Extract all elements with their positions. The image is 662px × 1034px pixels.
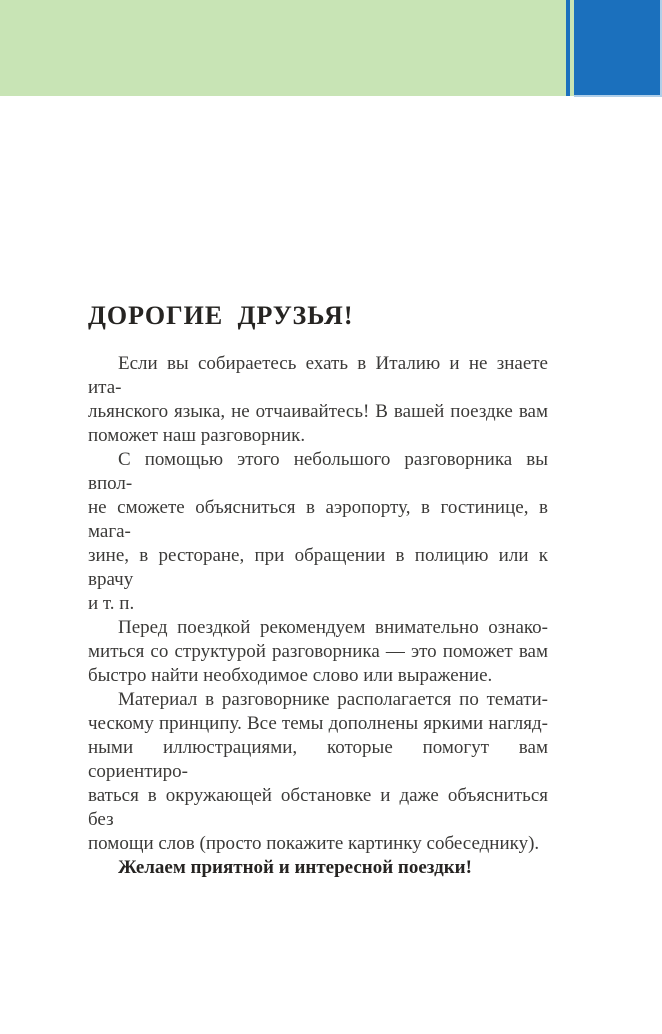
text-line: поможет наш разговорник.	[88, 425, 306, 446]
text-line: помощи слов (просто покажите картинку собеседнику).	[88, 833, 540, 854]
top-band	[0, 0, 574, 96]
text-line: быстро найти необходимое слово или выражение.	[88, 665, 493, 686]
text-line: зине, в ресторане, при обращении в полицию или к врачу	[88, 545, 548, 590]
text-line: миться со структурой разговорника — это поможет вам	[88, 641, 548, 662]
text-line: льянского языка, не отчаивайтесь! В вашей поездке вам	[88, 401, 548, 422]
text-line: Желаем приятной и интересной поездки!	[118, 857, 472, 878]
text-line: и т. п.	[88, 593, 135, 614]
page-content	[88, 300, 548, 880]
text-line: Если вы собираетесь ехать в Италию и не знаете ита-	[88, 353, 548, 398]
paragraph	[88, 448, 548, 616]
text-line: ными иллюстрациями, которые помогут вам сориентиро-	[88, 737, 548, 782]
blue-corner-block	[574, 0, 662, 97]
text-line: ваться в окружающей обстановке и даже объясниться без	[88, 785, 548, 830]
text-line: не сможете объясниться в аэропорту, в гостинице, в мага-	[88, 497, 548, 542]
paragraph	[88, 856, 548, 880]
paragraph	[88, 688, 548, 856]
page-title: ДОРОГИЕ ДРУЗЬЯ!	[88, 301, 354, 330]
paragraph	[88, 352, 548, 448]
text-line: ческому принципу. Все темы дополнены яркими нагляд-	[88, 713, 548, 734]
paragraph	[88, 616, 548, 688]
text-line: С помощью этого небольшого разговорника вы впол-	[88, 449, 548, 494]
blue-divider-stripe	[566, 0, 570, 96]
paragraphs	[88, 352, 548, 880]
text-line: Перед поездкой рекомендуем внимательно ознако-	[118, 617, 548, 638]
text-line: Материал в разговорнике располагается по темати-	[118, 689, 548, 710]
